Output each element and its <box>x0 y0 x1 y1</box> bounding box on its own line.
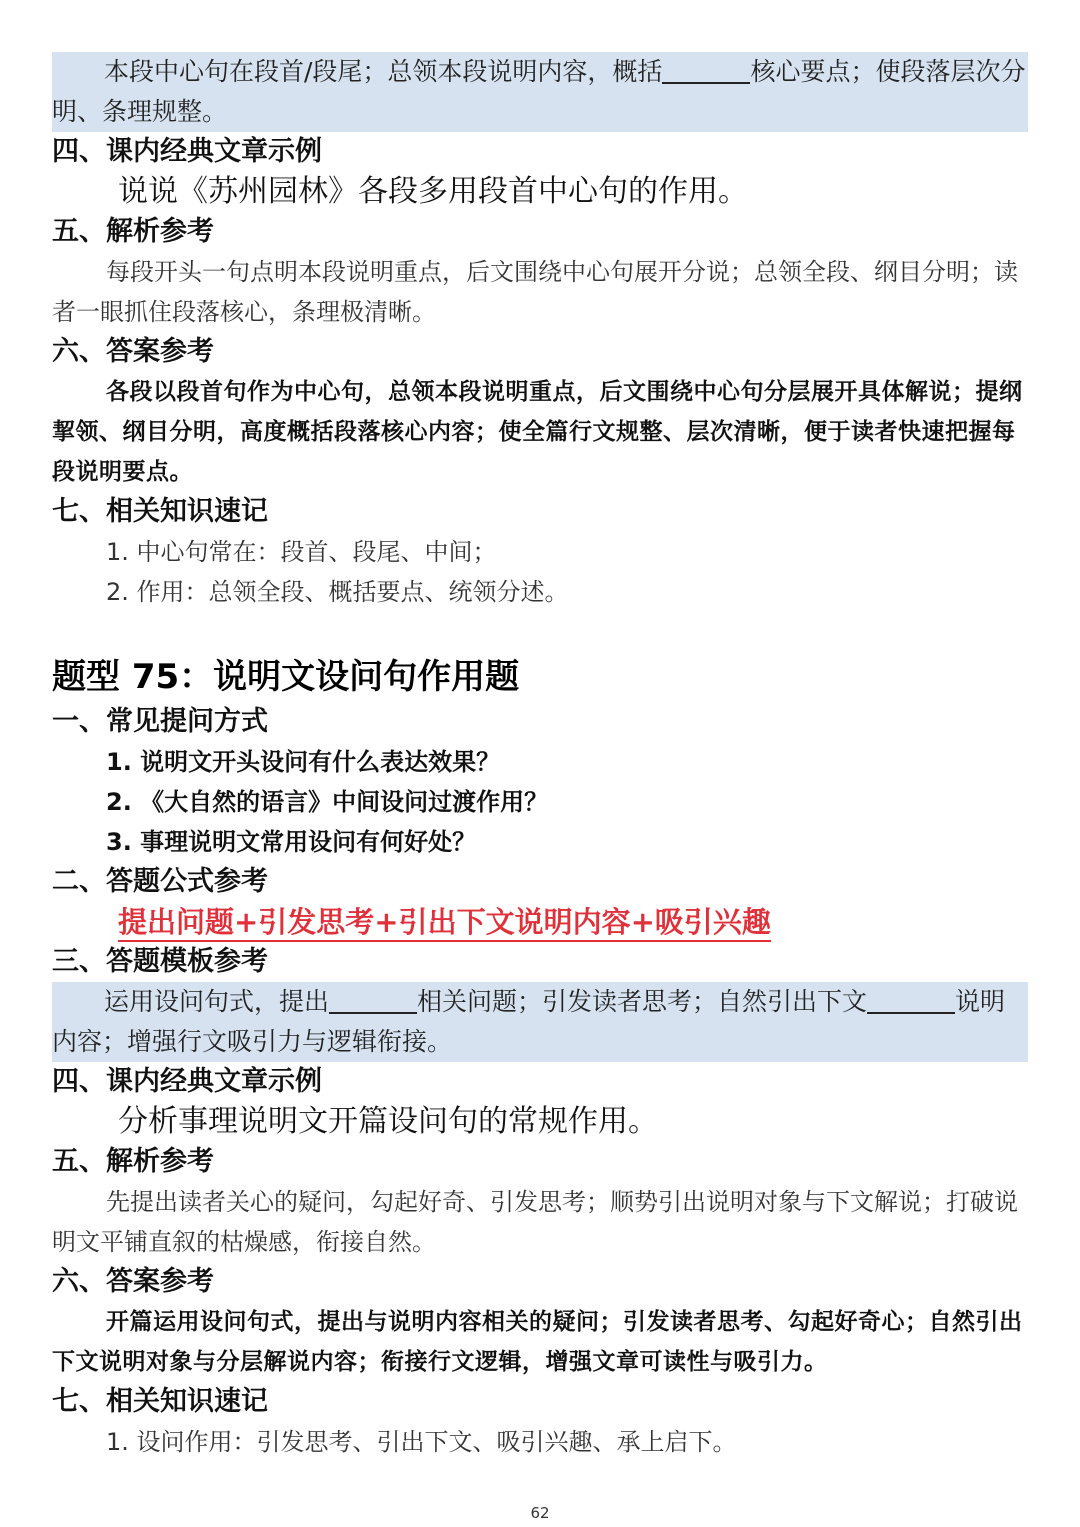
answer-formula <box>52 902 1028 942</box>
section-heading-analysis: 五、解析参考 <box>52 216 214 247</box>
template-box <box>52 982 1028 1062</box>
section-heading-notes: 七、相关知识速记 <box>52 1386 268 1417</box>
note-item: 1. 中心句常在：段首、段尾、中间； <box>106 538 497 566</box>
document-page <box>52 52 1028 1462</box>
analysis-text: 先提出读者关心的疑问，勾起好奇、引发思考；顺势引出说明对象与下文解说；打破说明文平铺直叙的枯燥感，衔接自然。 <box>52 1188 1018 1256</box>
note-item: 1. 设问作用：引发思考、引出下文、吸引兴趣、承上启下。 <box>106 1428 737 1456</box>
section-heading-answer: 六、答案参考 <box>52 336 214 367</box>
template-text: 说明内容；增强行文吸引力与逻辑衔接。 <box>52 987 1006 1056</box>
question-item: 3. 事理说明文常用设问有何好处？ <box>106 828 477 856</box>
section-heading-answer: 六、答案参考 <box>52 1266 214 1297</box>
section-heading-template: 三、答题模板参考 <box>52 946 268 977</box>
question-item: 1. 说明文开头设问有什么表达效果？ <box>106 748 501 776</box>
example-prompt: 分析事理说明文开篇设问句的常规作用。 <box>118 1104 658 1139</box>
question-type-title: 题型 75：说明文设问句作用题 <box>52 657 520 697</box>
fill-blank <box>329 984 417 1014</box>
page-number: 62 <box>530 1504 550 1522</box>
section-heading-analysis: 五、解析参考 <box>52 1146 214 1177</box>
template-text: 运用设问句式，提出 <box>104 987 330 1016</box>
analysis-text: 每段开头一句点明本段说明重点，后文围绕中心句展开分说；总领全段、纲目分明；读者一眼抓住段落核心，条理极清晰。 <box>52 258 1018 326</box>
section-heading-questions: 一、常见提问方式 <box>52 706 268 737</box>
note-item: 2. 作用：总领全段、概括要点、统领分述。 <box>106 578 569 606</box>
section-heading-formula: 二、答题公式参考 <box>52 866 268 897</box>
section-heading-notes: 七、相关知识速记 <box>52 496 268 527</box>
fill-blank <box>662 54 750 84</box>
example-prompt: 说说《苏州园林》各段多用段首中心句的作用。 <box>118 174 748 209</box>
fill-blank <box>867 984 955 1014</box>
template-text: 相关问题；引发读者思考；自然引出下文 <box>417 987 868 1016</box>
question-item: 2. 《大自然的语言》中间设问过渡作用？ <box>106 788 549 816</box>
spacer <box>52 612 1028 652</box>
template-text: 核心要点；使段落层次分明、条理规整。 <box>52 57 1026 126</box>
section-heading-example: 四、课内经典文章示例 <box>52 136 322 167</box>
template-text: 本段中心句在段首/段尾；总领本段说明内容，概括 <box>104 57 663 86</box>
answer-text: 各段以段首句作为中心句，总领本段说明重点，后文围绕中心句分层展开具体解说；提纲挈领、纲目分明，高度概括段落核心内容；使全篇行文规整、层次清晰，便于读者快速把握每段说明要点。 <box>52 378 1023 485</box>
section-heading-example: 四、课内经典文章示例 <box>52 1066 322 1097</box>
template-box-top <box>52 52 1028 132</box>
formula-text: 提出问题+引发思考+引出下文说明内容+吸引兴趣 <box>118 905 771 942</box>
answer-text: 开篇运用设问句式，提出与说明内容相关的疑问；引发读者思考、勾起好奇心；自然引出下文说明对象与分层解说内容；衔接行文逻辑，增强文章可读性与吸引力。 <box>52 1308 1023 1375</box>
